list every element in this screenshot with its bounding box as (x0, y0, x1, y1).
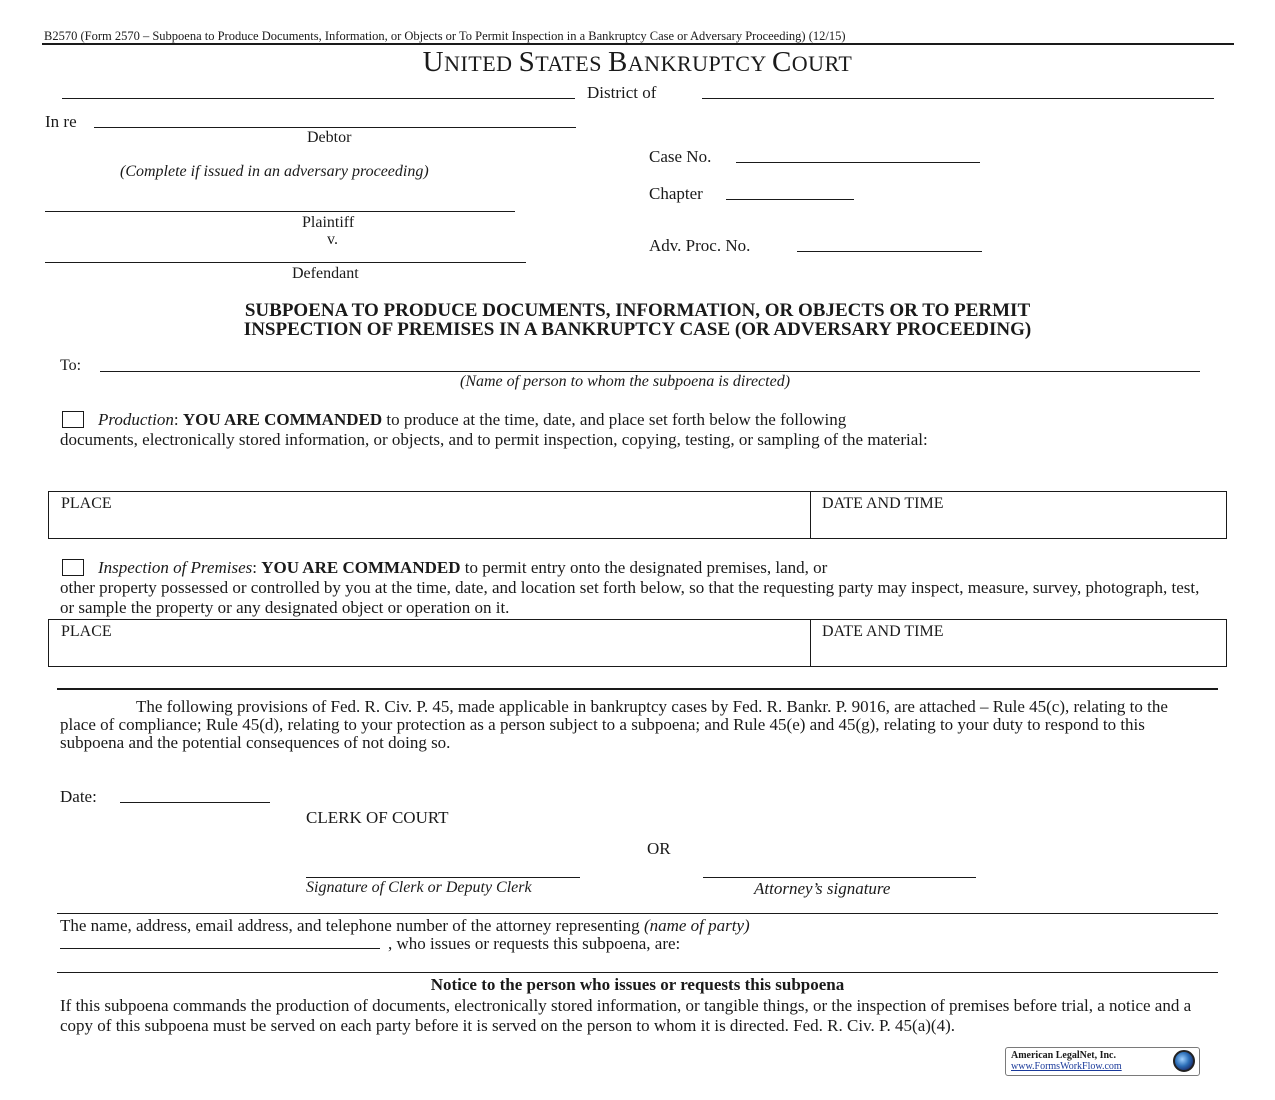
or-label: OR (647, 839, 671, 858)
attorney-party-line[interactable] (60, 948, 380, 949)
notice-paragraph (60, 996, 1205, 1036)
clerk-signature-line[interactable] (306, 877, 580, 878)
date-label: Date: (60, 787, 97, 806)
production-paragraph: Production: YOU ARE COMMANDED to produce at the time, date, and place set forth below the following documents, electronically stored information, or objects, and to permit inspection, copying, testing, or sampling of the material: (60, 410, 928, 449)
production-command: YOU ARE COMMANDED (182, 410, 383, 429)
production-place-table (48, 491, 1227, 539)
plaintiff-name-line[interactable] (45, 211, 515, 212)
inspection-text: other property possessed or controlled by you at the time, date, and location set forth below, so that the requesting party may inspect, measure, survey, photograph, test, or sample the property or any designated object or operation on it. (60, 578, 1200, 617)
case-no-label: Case No. (649, 147, 712, 166)
logo-url[interactable]: www.FormsWorkFlow.com (1011, 1061, 1122, 1072)
inspection-paragraph: Inspection of Premises: YOU ARE COMMANDED to permit entry onto the designated premises, land, or other property possessed or controlled by you at the time, date, and location set forth below, so that the requesting party may inspect, measure, survey, photograph, test, or sample the property or any designated object or operation on it. (60, 558, 1200, 617)
american-legalnet-logo[interactable] (1005, 1047, 1200, 1076)
adv-proc-label: Adv. Proc. No. (649, 236, 751, 255)
header-rule (42, 43, 1234, 45)
recipient-note: (Name of person to whom the subpoena is directed) (460, 373, 791, 390)
plaintiff-label: Plaintiff (302, 214, 355, 231)
attorney-rule (57, 913, 1218, 914)
debtor-name-line[interactable] (94, 127, 576, 128)
globe-icon (1173, 1050, 1195, 1072)
recipient-line[interactable] (100, 371, 1200, 372)
district-of-line[interactable] (702, 98, 1214, 99)
subpoena-title-line1: SUBPOENA TO PRODUCE DOCUMENTS, INFORMATION, OR OBJECTS OR TO PERMIT (244, 300, 1031, 321)
to-label: To: (60, 357, 82, 374)
form-id-header: B2570 (Form 2570 – Subpoena to Produce Documents, Information, or Objects or To Permit Inspection in a Bankruptcy Case or Adversary Proceeding) (12/15) (44, 29, 846, 43)
production-label: Production (98, 410, 174, 429)
inspection-table-divider (810, 620, 811, 666)
inspection-datetime-label: DATE AND TIME (822, 623, 944, 640)
versus-label: v. (327, 231, 338, 248)
defendant-label: Defendant (292, 265, 359, 282)
adv-proc-line[interactable] (797, 251, 982, 252)
clerk-of-court-label: CLERK OF COURT (306, 808, 449, 827)
provisions-rule (57, 688, 1218, 690)
subpoena-title-line2: INSPECTION OF PREMISES IN A BANKRUPTCY CASE (OR ADVERSARY PROCEEDING) (243, 319, 1032, 340)
in-re-label: In re (45, 112, 77, 131)
provisions-text: The following provisions of Fed. R. Civ. P. 45, made applicable in bankruptcy cases by Fed. R. Bankr. P. 9016, are attached – Rule 45(c), relating to the place of compliance; Rule 45(d), relating to your protection as a person subject to a subpoena; and Rule 45(e) and 45(g), relating to your duty to respond to this subpoena and the potential consequences of not doing so. (60, 697, 1168, 752)
logo-company: American LegalNet, Inc. (1011, 1050, 1116, 1061)
production-place-label: PLACE (61, 495, 112, 512)
production-table-divider (810, 492, 811, 538)
attorney-signature-label: Attorney’s signature (754, 879, 891, 898)
case-no-line[interactable] (736, 162, 980, 163)
inspection-place-table (48, 619, 1227, 667)
attorney-party-note: (name of party) (643, 916, 750, 935)
inspection-place-label: PLACE (61, 623, 112, 640)
notice-rule (57, 972, 1218, 973)
provisions-paragraph (60, 698, 1200, 752)
clerk-signature-label: Signature of Clerk or Deputy Clerk (306, 879, 532, 896)
chapter-label: Chapter (649, 184, 703, 203)
attorney-signature-line[interactable] (703, 877, 976, 878)
defendant-name-line[interactable] (45, 262, 526, 263)
inspection-label: Inspection of Premises (98, 558, 253, 577)
notice-text: If this subpoena commands the production of documents, electronically stored information, or tangible things, or the inspection of premises before trial, a notice and a copy of this subpoena must be served on each party before it is served on the person to whom it is directed. Fed. R. Civ. P. 45(a)(4). (60, 996, 1192, 1035)
notice-heading: Notice to the person who issues or requests this subpoena (430, 975, 845, 994)
production-text: documents, electronically stored information, or objects, and to permit inspection, copying, testing, or sampling of the material: (60, 430, 928, 449)
court-title: UNITED STATES BANKRUPTCY COURT (422, 46, 853, 78)
chapter-line[interactable] (726, 199, 854, 200)
attorney-text-line2: , who issues or requests this subpoena, are: (388, 934, 681, 953)
adversary-note: (Complete if issued in an adversary proceeding) (120, 163, 429, 180)
attorney-text-line1: The name, address, email address, and telephone number of the attorney representing (name of party) (60, 916, 750, 935)
production-datetime-label: DATE AND TIME (822, 495, 944, 512)
date-line[interactable] (120, 802, 270, 803)
district-label: District of (587, 83, 657, 102)
debtor-label: Debtor (307, 129, 352, 146)
inspection-command: YOU ARE COMMANDED (261, 558, 461, 577)
district-name-line[interactable] (62, 98, 575, 99)
